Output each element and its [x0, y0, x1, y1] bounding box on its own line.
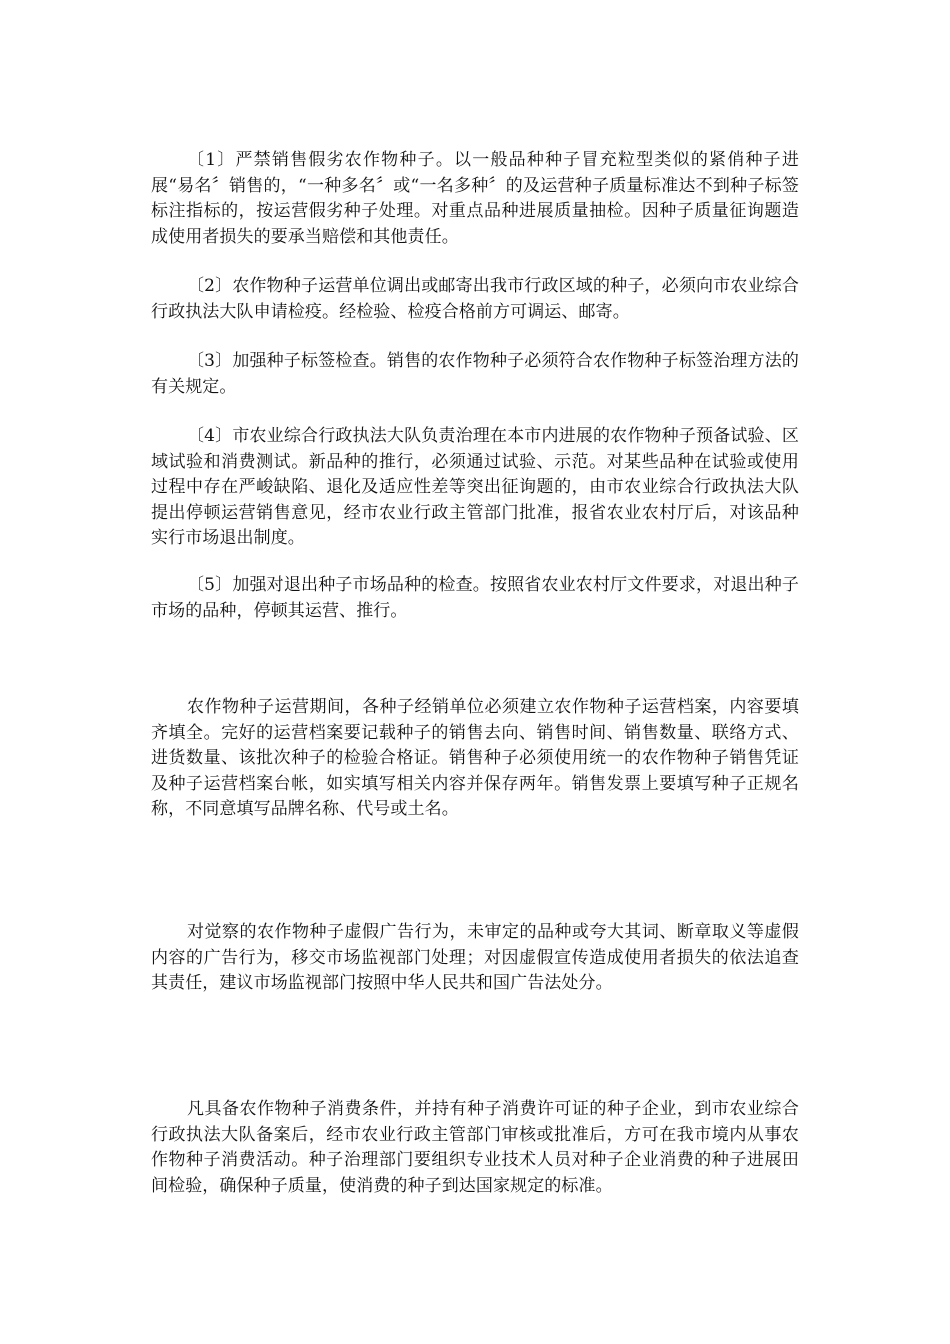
- paragraph-item-2: 〔2〕农作物种子运营单位调出或邮寄出我市行政区域的种子，必须向市农业综合行政执法大队申请检疫。经检验、检疫合格前方可调运、邮寄。: [151, 276, 799, 322]
- paragraph-item-3: 〔3〕加强种子标签检查。销售的农作物种子必须符合农作物种子标签治理方法的有关规定。: [151, 351, 799, 397]
- paragraph-production-filing: 凡具备农作物种子消费条件，并持有种子消费许可证的种子企业，到市农业综合行政执法大队备案后，经市农业行政主管部门审核或批准后，方可在我市境内从事农作物种子消费活动。种子治理部门要组织专业技术人员对种子企业消费的种子进展田间检验，确保种子质量，使消费的种子到达国家规定的标准。: [151, 1099, 799, 1196]
- paragraph-item-4: 〔4〕市农业综合行政执法大队负责治理在本市内进展的农作物种子预备试验、区域试验和消费测试。新品种的推行，必须通过试验、示范。对某些品种在试验或使用过程中存在严峻缺陷、退化及适应性差等突出征询题的，由市农业综合行政执法大队提出停顿运营销售意见，经市农业行政主管部门批准，报省农业农村厅后，对该品种实行市场退出制度。: [151, 426, 799, 548]
- paragraph-archive-management: 农作物种子运营期间，各种子经销单位必须建立农作物种子运营档案，内容要填齐填全。完好的运营档案要记载种子的销售去向、销售时间、销售数量、联络方式、进货数量、该批次种子的检验合格证。销售种子必须使用统一的农作物种子销售凭证及种子运营档案台帐，如实填写相关内容并保存两年。销售发票上要填写种子正规名称，不同意填写品牌名称、代号或土名。: [151, 697, 799, 819]
- paragraph-item-5: 〔5〕加强对退出种子市场品种的检查。按照省农业农村厅文件要求，对退出种子市场的品种，停顿其运营、推行。: [151, 575, 799, 621]
- paragraph-false-advertising: 对觉察的农作物种子虚假广告行为，未审定的品种或夸大其词、断章取义等虚假内容的广告行为，移交市场监视部门处理；对因虚假宣传造成使用者损失的依法追查其责任，建议市场监视部门按照中华人民共和国广告法处分。: [151, 922, 799, 993]
- paragraph-item-1: 〔1〕严禁销售假劣农作物种子。以一般品种种子冒充粒型类似的紧俏种子进展“易名〞销售的，“一种多名〞或“一名多种〞的及运营种子质量标准达不到种子标签标注指标的，按运营假劣种子处理。对重点品种进展质量抽检。因种子质量征询题造成使用者损失的要承当赔偿和其他责任。: [151, 150, 799, 247]
